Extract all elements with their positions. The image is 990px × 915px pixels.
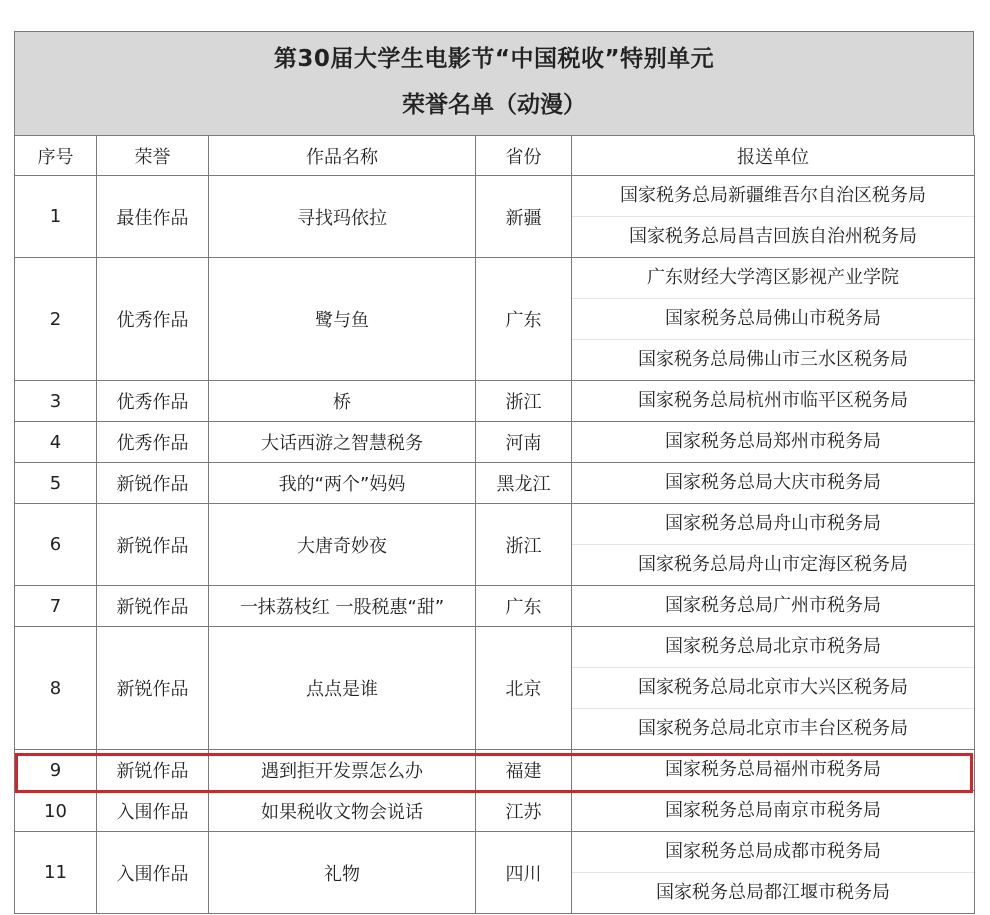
cell-honor: 新锐作品 bbox=[97, 463, 209, 504]
cell-honor: 新锐作品 bbox=[97, 504, 209, 586]
submitting-unit: 国家税务总局昌吉回族自治州税务局 bbox=[572, 216, 974, 257]
col-header-work: 作品名称 bbox=[209, 136, 476, 176]
cell-no: 10 bbox=[15, 791, 97, 832]
cell-no: 4 bbox=[15, 422, 97, 463]
cell-honor: 最佳作品 bbox=[97, 176, 209, 258]
cell-province: 黑龙江 bbox=[476, 463, 572, 504]
cell-honor: 入围作品 bbox=[97, 791, 209, 832]
cell-no: 9 bbox=[15, 750, 97, 791]
submitting-unit: 国家税务总局北京市税务局 bbox=[665, 636, 881, 657]
table-row bbox=[15, 586, 975, 627]
table-row bbox=[15, 381, 975, 422]
submitting-unit: 国家税务总局广州市税务局 bbox=[665, 595, 881, 616]
honor-table bbox=[14, 135, 975, 914]
cell-units bbox=[572, 176, 975, 258]
honor-list-document bbox=[14, 31, 974, 914]
table-row bbox=[15, 504, 975, 586]
col-header-honor: 荣誉 bbox=[97, 136, 209, 176]
cell-work: 一抹荔枝红 一股税惠“甜” bbox=[209, 586, 476, 627]
submitting-unit: 国家税务总局佛山市三水区税务局 bbox=[572, 339, 974, 380]
table-row bbox=[15, 176, 975, 258]
cell-work: 桥 bbox=[209, 381, 476, 422]
cell-no: 3 bbox=[15, 381, 97, 422]
table-row bbox=[15, 832, 975, 914]
cell-units bbox=[572, 463, 975, 504]
document-subtitle: 荣誉名单（动漫） bbox=[402, 92, 586, 118]
col-header-province: 省份 bbox=[476, 136, 572, 176]
cell-province: 广东 bbox=[476, 258, 572, 381]
cell-work: 礼物 bbox=[209, 832, 476, 914]
submitting-unit: 国家税务总局北京市大兴区税务局 bbox=[572, 667, 974, 708]
cell-units bbox=[572, 422, 975, 463]
submitting-unit: 国家税务总局福州市税务局 bbox=[665, 759, 881, 780]
cell-honor: 新锐作品 bbox=[97, 750, 209, 791]
table-header-row bbox=[15, 136, 975, 176]
cell-units bbox=[572, 832, 975, 914]
cell-work: 寻找玛依拉 bbox=[209, 176, 476, 258]
cell-work: 遇到拒开发票怎么办 bbox=[209, 750, 476, 791]
cell-province: 新疆 bbox=[476, 176, 572, 258]
cell-no: 2 bbox=[15, 258, 97, 381]
submitting-unit: 国家税务总局大庆市税务局 bbox=[665, 472, 881, 493]
cell-work: 大唐奇妙夜 bbox=[209, 504, 476, 586]
cell-work: 鹭与鱼 bbox=[209, 258, 476, 381]
cell-no: 6 bbox=[15, 504, 97, 586]
table-row bbox=[15, 258, 975, 381]
col-header-unit: 报送单位 bbox=[572, 136, 975, 176]
submitting-unit: 国家税务总局北京市丰台区税务局 bbox=[572, 708, 974, 749]
cell-no: 5 bbox=[15, 463, 97, 504]
submitting-unit: 国家税务总局舟山市税务局 bbox=[665, 513, 881, 534]
table-row bbox=[15, 463, 975, 504]
table-row bbox=[15, 791, 975, 832]
cell-no: 7 bbox=[15, 586, 97, 627]
title-block bbox=[14, 31, 974, 135]
cell-units bbox=[572, 750, 975, 791]
submitting-unit: 国家税务总局杭州市临平区税务局 bbox=[638, 390, 908, 411]
cell-units bbox=[572, 791, 975, 832]
cell-units bbox=[572, 586, 975, 627]
cell-province: 浙江 bbox=[476, 381, 572, 422]
cell-work: 我的“两个”妈妈 bbox=[209, 463, 476, 504]
cell-province: 广东 bbox=[476, 586, 572, 627]
submitting-unit: 国家税务总局新疆维吾尔自治区税务局 bbox=[620, 185, 926, 206]
cell-no: 11 bbox=[15, 832, 97, 914]
cell-units bbox=[572, 627, 975, 750]
submitting-unit: 国家税务总局舟山市定海区税务局 bbox=[572, 544, 974, 585]
table-row bbox=[15, 750, 975, 791]
cell-province: 四川 bbox=[476, 832, 572, 914]
table-row bbox=[15, 422, 975, 463]
cell-province: 浙江 bbox=[476, 504, 572, 586]
cell-work: 如果税收文物会说话 bbox=[209, 791, 476, 832]
cell-units bbox=[572, 504, 975, 586]
cell-province: 福建 bbox=[476, 750, 572, 791]
cell-no: 1 bbox=[15, 176, 97, 258]
submitting-unit: 广东财经大学湾区影视产业学院 bbox=[647, 267, 899, 288]
cell-units bbox=[572, 381, 975, 422]
submitting-unit: 国家税务总局都江堰市税务局 bbox=[572, 872, 974, 913]
cell-province: 河南 bbox=[476, 422, 572, 463]
cell-honor: 优秀作品 bbox=[97, 381, 209, 422]
cell-province: 北京 bbox=[476, 627, 572, 750]
cell-honor: 新锐作品 bbox=[97, 586, 209, 627]
cell-honor: 新锐作品 bbox=[97, 627, 209, 750]
cell-work: 点点是谁 bbox=[209, 627, 476, 750]
table-body bbox=[15, 176, 975, 914]
submitting-unit: 国家税务总局成都市税务局 bbox=[665, 841, 881, 862]
cell-honor: 入围作品 bbox=[97, 832, 209, 914]
document-title: 第30届大学生电影节“中国税收”特别单元 bbox=[273, 46, 715, 72]
cell-honor: 优秀作品 bbox=[97, 258, 209, 381]
col-header-no: 序号 bbox=[15, 136, 97, 176]
cell-province: 江苏 bbox=[476, 791, 572, 832]
submitting-unit: 国家税务总局郑州市税务局 bbox=[665, 431, 881, 452]
table-row bbox=[15, 627, 975, 750]
cell-honor: 优秀作品 bbox=[97, 422, 209, 463]
submitting-unit: 国家税务总局佛山市税务局 bbox=[572, 298, 974, 339]
submitting-unit: 国家税务总局南京市税务局 bbox=[665, 800, 881, 821]
cell-no: 8 bbox=[15, 627, 97, 750]
cell-work: 大话西游之智慧税务 bbox=[209, 422, 476, 463]
cell-units bbox=[572, 258, 975, 381]
